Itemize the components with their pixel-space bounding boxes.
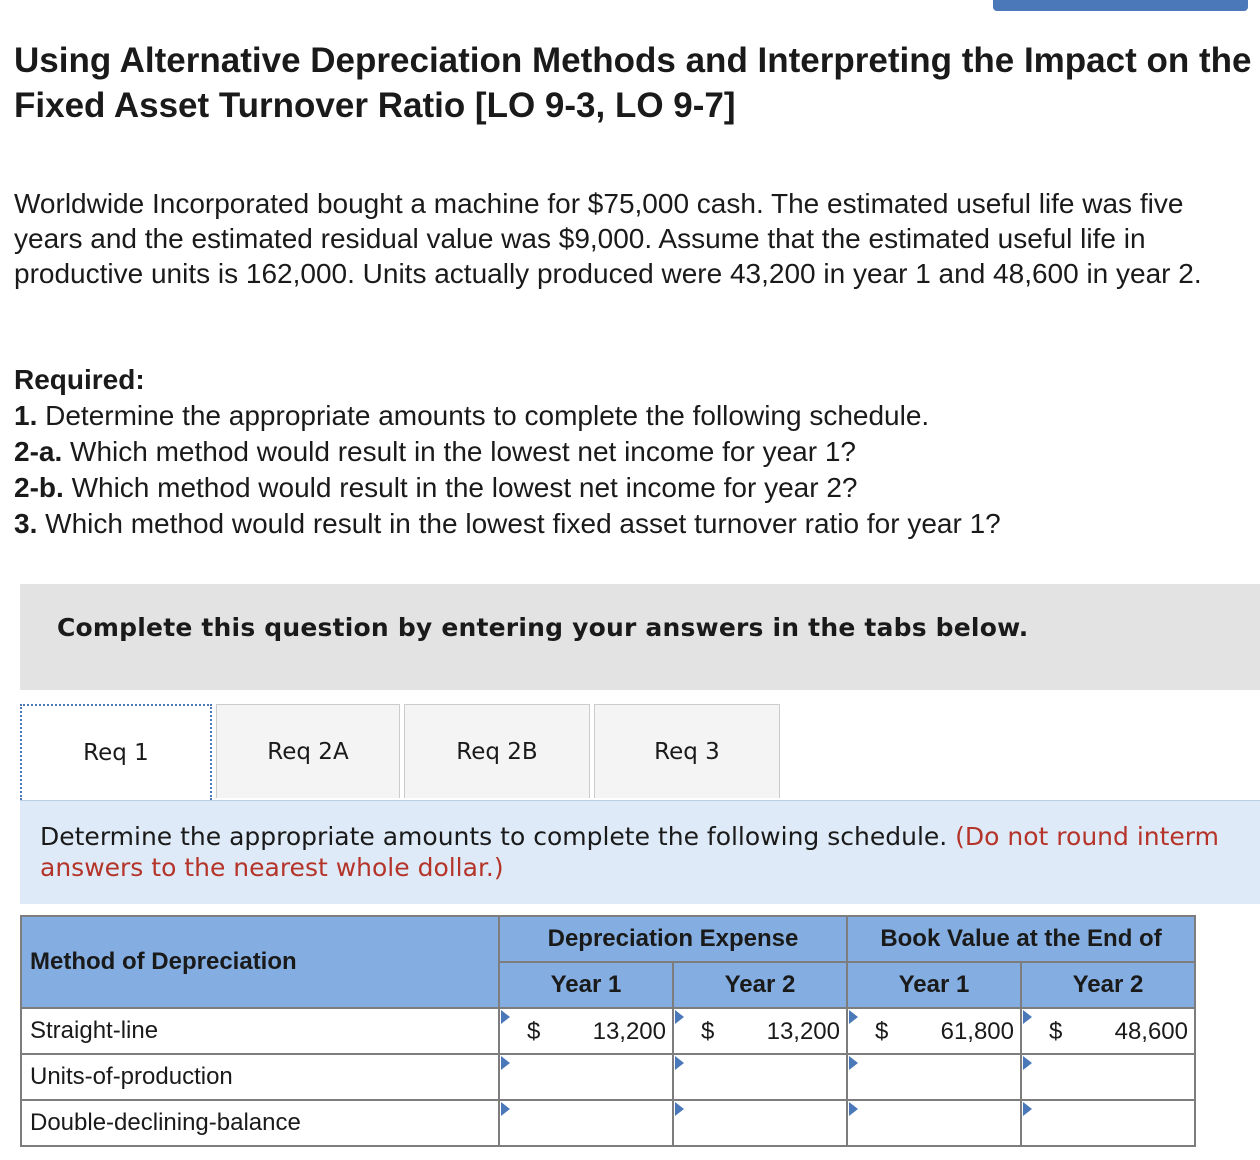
row-label: Double-declining-balance bbox=[21, 1100, 499, 1146]
tab-req-2a[interactable]: Req 2A bbox=[216, 704, 400, 798]
dep-year1-header: Year 1 bbox=[499, 962, 673, 1008]
rounding-note-cont: answers to the nearest whole dollar.) bbox=[40, 853, 504, 882]
required-item: 2-a. Which method would result in the lowest net income for year 1? bbox=[14, 436, 856, 467]
table-row bbox=[21, 1100, 1195, 1146]
answer-marker-icon bbox=[849, 1010, 858, 1024]
bv-year1-input[interactable] bbox=[847, 1008, 1021, 1054]
tab-req-3[interactable]: Req 3 bbox=[594, 704, 780, 798]
answer-marker-icon bbox=[675, 1102, 684, 1116]
tab-req-1[interactable]: Req 1 bbox=[20, 704, 212, 800]
rounding-note: (Do not round interm bbox=[955, 822, 1220, 851]
bv-year1-input[interactable] bbox=[847, 1100, 1021, 1146]
dep-year2-header: Year 2 bbox=[673, 962, 847, 1008]
instructions-banner bbox=[20, 584, 1260, 690]
cell-value: 48,600 bbox=[1114, 1018, 1188, 1045]
answer-marker-icon bbox=[1023, 1102, 1032, 1116]
answer-marker-icon bbox=[501, 1056, 510, 1070]
banner-text: Complete this question by entering your answers in the tabs below. bbox=[57, 613, 1029, 642]
bv-year2-input[interactable] bbox=[1021, 1054, 1195, 1100]
currency-symbol: $ bbox=[701, 1018, 715, 1045]
dep-year2-input[interactable] bbox=[673, 1100, 847, 1146]
row-label: Straight-line bbox=[21, 1008, 499, 1054]
bv-year2-header: Year 2 bbox=[1021, 962, 1195, 1008]
answer-marker-icon bbox=[675, 1056, 684, 1070]
answer-marker-icon bbox=[1023, 1056, 1032, 1070]
bv-year2-input[interactable] bbox=[1021, 1100, 1195, 1146]
required-heading: Required: bbox=[14, 364, 145, 395]
cell-value: 61,800 bbox=[940, 1018, 1014, 1045]
dep-year1-input[interactable] bbox=[499, 1008, 673, 1054]
currency-symbol: $ bbox=[875, 1018, 889, 1045]
bv-year2-input[interactable] bbox=[1021, 1008, 1195, 1054]
required-item: 3. Which method would result in the lowest fixed asset turnover ratio for year 1? bbox=[14, 508, 1001, 539]
table-row bbox=[21, 1008, 1195, 1054]
answer-marker-icon bbox=[675, 1010, 684, 1024]
answer-marker-icon bbox=[849, 1102, 858, 1116]
depreciation-schedule-table bbox=[20, 915, 1196, 1147]
currency-symbol: $ bbox=[527, 1018, 541, 1045]
book-value-header: Book Value at the End of bbox=[847, 916, 1195, 962]
page-title: Using Alternative Depreciation Methods and Interpreting the Impact on the Fixed Asset Turnover Ratio [LO 9-3, LO 9-7] bbox=[14, 41, 1252, 125]
bv-year1-header: Year 1 bbox=[847, 962, 1021, 1008]
tab-req-2b[interactable]: Req 2B bbox=[404, 704, 590, 798]
answer-marker-icon bbox=[849, 1056, 858, 1070]
instruction-text: Determine the appropriate amounts to complete the following schedule. (Do not round interm answers to the nearest whole dollar.) bbox=[40, 822, 1220, 882]
dep-year2-input[interactable] bbox=[673, 1008, 847, 1054]
problem-statement: Worldwide Incorporated bought a machine for $75,000 cash. The estimated useful life was five years and the estimated residual value was $9,000. Assume that the estimated useful life in productive units is 162,000. Units actually produced were 43,200 in year 1 and 48,600 in year 2. bbox=[14, 188, 1202, 289]
top-action-button[interactable] bbox=[993, 0, 1248, 11]
currency-symbol: $ bbox=[1049, 1018, 1063, 1045]
required-section bbox=[14, 362, 1249, 542]
required-item: 1. Determine the appropriate amounts to complete the following schedule. bbox=[14, 400, 930, 431]
dep-year2-input[interactable] bbox=[673, 1054, 847, 1100]
instruction-box bbox=[20, 800, 1260, 904]
dep-year1-input[interactable] bbox=[499, 1054, 673, 1100]
answer-marker-icon bbox=[1023, 1010, 1032, 1024]
method-header: Method of Depreciation bbox=[21, 916, 499, 1008]
required-item: 2-b. Which method would result in the lowest net income for year 2? bbox=[14, 472, 858, 503]
answer-marker-icon bbox=[501, 1102, 510, 1116]
requirement-tabs bbox=[20, 704, 790, 800]
table-row bbox=[21, 1054, 1195, 1100]
cell-value: 13,200 bbox=[592, 1018, 666, 1045]
bv-year1-input[interactable] bbox=[847, 1054, 1021, 1100]
answer-marker-icon bbox=[501, 1010, 510, 1024]
row-label: Units-of-production bbox=[21, 1054, 499, 1100]
dep-year1-input[interactable] bbox=[499, 1100, 673, 1146]
cell-value: 13,200 bbox=[766, 1018, 840, 1045]
depreciation-expense-header: Depreciation Expense bbox=[499, 916, 847, 962]
